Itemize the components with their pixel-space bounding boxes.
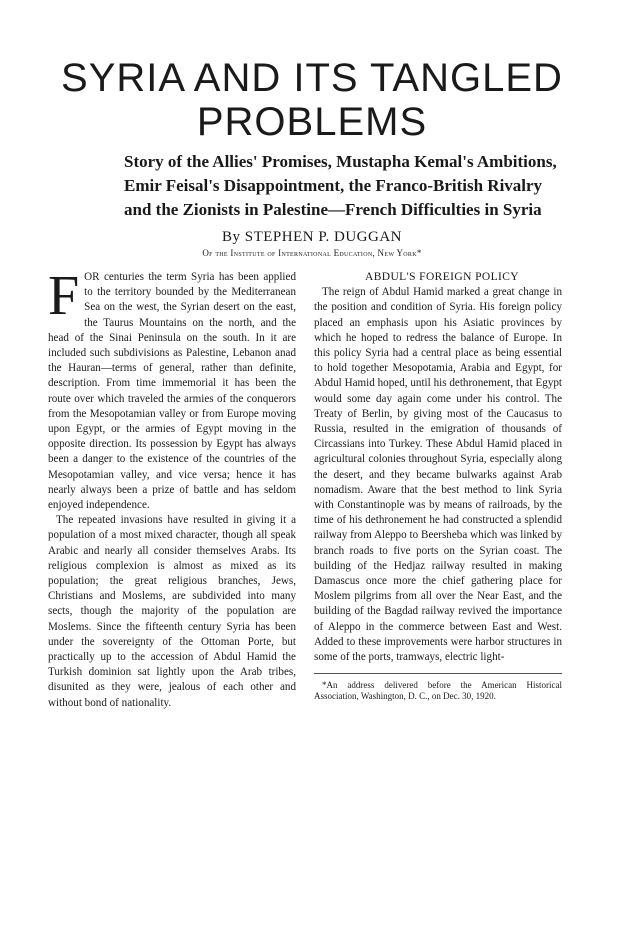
subtitle-line-1: Story of the Allies' Promises, Mustapha Kemal's Ambitions, [124, 152, 557, 171]
footnote: *An address delivered before the American Historical Association, Washington, D. C., on Dec. 30, 1920. [314, 680, 562, 701]
article-subtitle [124, 150, 594, 222]
body-paragraph: The repeated invasions have resulted in giving it a population of a most mixed character, though all speak Arabic and nearly all consider themselves Arabs. Its religious complexion is almost as mixed as its population; the great religious branches, Jews, Christians and Moslems, are subdivided into many sects, though the majority of the population are Moslems. Since the fifteenth century Syria has been under the sovereignty of the Ottoman Porte, but practically up to the accession of Abdul Hamid the Turkish dominion sat lightly upon the Arab tribes, disunited as they were, jealous of each other and without bond of nationality. [48, 514, 296, 709]
byline: By STEPHEN P. DUGGAN [221, 229, 403, 245]
body-paragraph: The reign of Abdul Hamid marked a great change in the position and condition of Syria. His foreign policy placed an emphasis upon his Asiatic provinces by which he hoped to redress the balance of Europe. In this policy Syria had a central place as being essential to hold together Mesopotamia, Arabia and Egypt, for Abdul Hamid hoped, until his dethronement, that Egypt would some day again come under his control. The Treaty of Berlin, by giving most of the Caucasus to Russia, resulted in the emigration of thousands of Circassians into Turkey. These Abdul Hamid placed in agricultural colonies throughout Syria, especially along the desert, and they became bulwarks against Arab nomadism. Aware that the best method to link Syria with Constantinople was by means of railroads, by the time of his dethronement he had constructed a splendid railway from Aleppo to Beersheba which was linked by branch roads to five ports on the Syrian coast. The building of the Hedjaz railway resulted in making Damascus once more the chief gathering place for Moslem pilgrims from all over the Near East, and the building of the Bagdad railway revived the importance of Aleppo in the commerce between East and West. Added to these improvements were harbor structures in some of the ports, tramways, electric light- [314, 286, 562, 664]
opening-paragraph [48, 265, 296, 513]
article-title-line-1: SYRIA AND ITS TANGLED [61, 56, 563, 100]
opening-paragraph-text: OR centuries the term Syria has been applied to the territory bounded by the Mediterranean Sea on the west, the Syrian desert on the east, the Taurus Mountains on the north, and the head of the Sinai Peninsula on the south. In it are included such subdivisions as Palestine, Lebanon anad the Hauran—terms of general, rather than definite, description. From time immemorial it has been the route over which traveled the armies of the conquerors from the Mesopotamian valley or from Europe moving upon Egypt, or the armies of Egypt moving in the opposite direction. Its possession by Egypt has always been a danger to the existence of the countries of the Mesopotamian valley, and vice versa; hence it has nearly always been a prize of battle and has seldom enjoyed independence. [48, 271, 296, 512]
author-affiliation: Of the Institute of International Education, New York* [202, 248, 422, 258]
subtitle-line-3: and the Zionists in Palestine—French Difficulties in Syria [124, 200, 542, 219]
drop-cap: F [48, 265, 80, 327]
right-column [314, 270, 562, 701]
left-column [48, 265, 296, 711]
article-title-line-2: PROBLEMS [196, 100, 428, 144]
section-heading: ABDUL'S FOREIGN POLICY [365, 271, 519, 283]
subtitle-line-2: Emir Feisal's Disappointment, the Franco-British Rivalry [124, 176, 543, 195]
footnote-divider [314, 673, 562, 674]
